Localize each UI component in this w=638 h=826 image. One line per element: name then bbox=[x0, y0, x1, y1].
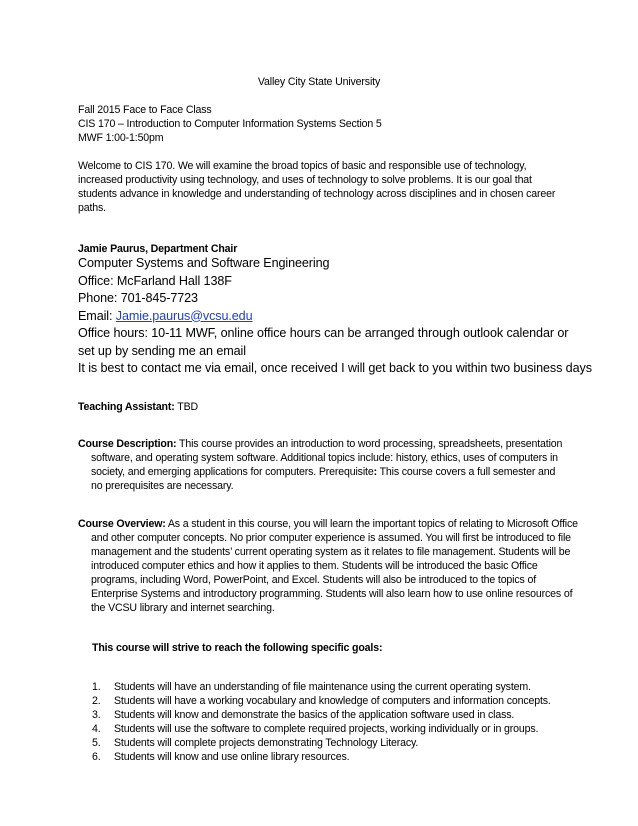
goal-text: Students will know and demonstrate the basics of the application software used in class. bbox=[114, 709, 515, 721]
course-term: Fall 2015 Face to Face Class bbox=[78, 104, 212, 116]
email-label: Email: bbox=[78, 308, 116, 323]
goal-text: Students will know and use online library resources. bbox=[114, 751, 350, 763]
prerequisite-colon: : bbox=[373, 466, 377, 478]
course-description-text: This course provides an introduction to word processing, spreadsheets, presentation software, and operating system software. Additional topics include: history, ethics, uses of computers in society, and emerging applications for computers. Prerequisite bbox=[91, 438, 563, 478]
contact-note: It is best to contact me via email, once received I will get back to you within two business days bbox=[78, 361, 592, 375]
office-hours-line1: Office hours: 10-11 MWF, online office hours can be arranged through outlook calendar or bbox=[78, 326, 569, 340]
email-link[interactable]: Jamie.paurus@vcsu.edu bbox=[115, 308, 253, 323]
goals-heading: This course will strive to reach the following specific goals: bbox=[92, 642, 383, 654]
teaching-assistant-label: Teaching Assistant: bbox=[78, 401, 175, 413]
goal-number: 6. bbox=[92, 751, 101, 763]
goal-item bbox=[78, 708, 568, 722]
course-schedule: MWF 1:00-1:50pm bbox=[78, 132, 164, 144]
goal-number: 4. bbox=[92, 723, 101, 735]
instructor-department: Computer Systems and Software Engineering bbox=[78, 256, 330, 270]
goals-list bbox=[78, 680, 568, 764]
course-title: CIS 170 – Introduction to Computer Information Systems Section 5 bbox=[78, 118, 382, 130]
course-overview-text: As a student in this course, you will learn the important topics of relating to Microsoft Office and other computer concepts. No prior computer experience is assumed. You will first be introduced to file management and the students’ current operating system as it relates to file management. Students will be introduced computer ethics and how it applies to them. Students will be introduced the basic Office programs, including Word, PowerPoint, and Excel. Students will also be introduced to the topics of Enterprise Systems and introductory programming. Students will also learn how to use online resources of the VCSU library and internet searching. bbox=[91, 518, 578, 614]
goal-text: Students will have a working vocabulary and knowledge of computers and information concepts. bbox=[114, 695, 551, 707]
goal-item bbox=[78, 694, 568, 708]
goal-item bbox=[78, 722, 568, 736]
goal-item bbox=[78, 680, 568, 694]
instructor-name: Jamie Paurus, Department Chair bbox=[78, 243, 238, 255]
course-description-text-end: This course covers a full semester and no prerequisites are necessary. bbox=[91, 466, 556, 492]
goal-number: 2. bbox=[92, 695, 101, 707]
university-name: Valley City State University bbox=[257, 76, 381, 88]
goal-item bbox=[78, 736, 568, 750]
goal-text: Students will complete projects demonstrating Technology Literacy. bbox=[114, 737, 419, 749]
course-description-label: Course Description: bbox=[78, 438, 177, 450]
goal-text: Students will use the software to complete required projects, working individually or in groups. bbox=[114, 723, 539, 735]
goal-text: Students will have an understanding of file maintenance using the current operating system. bbox=[114, 681, 531, 693]
instructor-office: Office: McFarland Hall 138F bbox=[78, 273, 232, 288]
course-overview-label: Course Overview: bbox=[78, 518, 166, 530]
goal-number: 5. bbox=[92, 737, 101, 749]
instructor-phone: Phone: 701-845-7723 bbox=[78, 291, 198, 305]
goal-number: 3. bbox=[92, 709, 101, 721]
course-info bbox=[78, 103, 566, 145]
teaching-assistant bbox=[78, 400, 566, 414]
teaching-assistant-value: TBD bbox=[174, 401, 198, 413]
office-hours-line2: set up by sending me an email bbox=[78, 343, 246, 358]
instructor-contact bbox=[78, 255, 592, 378]
instructor-email-line bbox=[78, 308, 578, 326]
goal-item bbox=[78, 750, 568, 764]
course-description bbox=[78, 437, 569, 493]
welcome-paragraph: Welcome to CIS 170. We will examine the broad topics of basic and responsible use of technology, increased productivity using technology, and uses of technology to solve problems. It is our goal that students advance in knowledge and understanding of technology across disciplines and in chosen career paths. bbox=[78, 160, 556, 214]
course-overview bbox=[78, 517, 581, 615]
goal-number: 1. bbox=[92, 681, 101, 693]
